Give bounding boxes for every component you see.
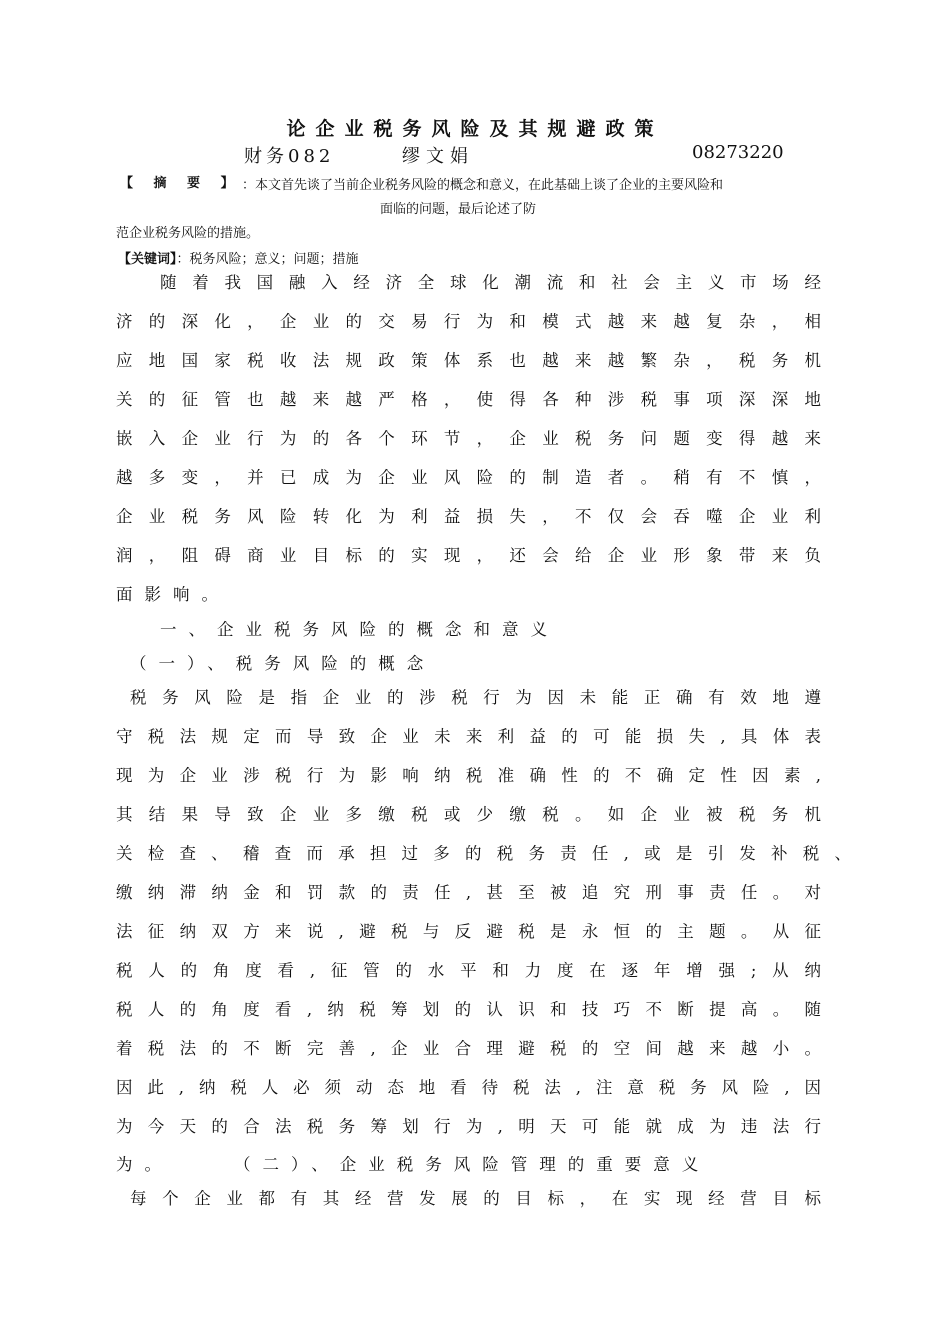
paragraph-line: 嵌入企业行为的各个环节，企业税务问题变得越来 bbox=[116, 429, 821, 448]
author-department: 财务082 bbox=[244, 146, 335, 167]
paragraph-line: 关的征管也越来越严格，使得各种涉税事项深深地 bbox=[116, 390, 821, 409]
subsection-heading: （一）、税务风险的概念 bbox=[130, 654, 436, 673]
keywords-label: 【关键词】 bbox=[118, 252, 177, 267]
author-name: 缪文娟 bbox=[402, 146, 474, 167]
paragraph-line: 随着我国融入经济全球化潮流和社会主义市场经 bbox=[160, 273, 821, 292]
paragraph-line: 守税法规定而导致企业未来利益的可能损失,具体表 bbox=[116, 727, 821, 746]
paragraph-line: 济的深化，企业的交易行为和模式越来越复杂，相 bbox=[116, 312, 821, 331]
abstract-line-1: ：本文首先谈了当前企业税务风险的概念和意义，在此基础上谈了企业的主要风险和 bbox=[242, 178, 724, 193]
paragraph-line: 其结果导致企业多缴税或少缴税。如企业被税务机 bbox=[116, 805, 821, 824]
paragraph-line: 润，阻碍商业目标的实现，还会给企业形象带来负 bbox=[116, 546, 821, 565]
paragraph-line: 现为企业涉税行为影响纳税准确性的不确定性因素, bbox=[116, 766, 821, 785]
paragraph-line: 税人的角度看,征管的水平和力度在逐年增强;从纳 bbox=[116, 961, 821, 980]
paragraph-line: 应地国家税收法规政策体系也越来越繁杂，税务机 bbox=[116, 351, 821, 370]
paragraph-line: 越多变，并已成为企业风险的制造者。稍有不慎， bbox=[116, 468, 821, 487]
author-line bbox=[0, 142, 950, 168]
abstract-line-3: 范企业税务风险的措施。 bbox=[116, 226, 260, 241]
keywords-line bbox=[118, 248, 359, 267]
document-title: 论企业税务风险及其规避政策 bbox=[286, 118, 664, 140]
author-student-id: 08273220 bbox=[692, 142, 784, 163]
paragraph-line: 为今天的合法税务筹划行为,明天可能就成为违法行 bbox=[116, 1117, 821, 1136]
abstract-label: 【 摘 要 】 bbox=[120, 176, 242, 191]
paragraph-line: 着税法的不断完善,企业合理避税的空间越来越小。 bbox=[116, 1039, 821, 1058]
subsection-heading: （二）、企业税务风险管理的重要意义 bbox=[234, 1155, 711, 1174]
paragraph-line: 税务风险是指企业的涉税行为因未能正确有效地遵 bbox=[130, 688, 821, 707]
abstract-line-2: 面临的问题，最后论述了防 bbox=[380, 202, 537, 217]
keywords-text: ：税务风险；意义；问题；措施 bbox=[176, 252, 359, 267]
paragraph-line: 关检查、稽查而承担过多的税务责任,或是引发补税、 bbox=[116, 844, 851, 863]
paragraph-line: 为。 bbox=[116, 1155, 173, 1174]
paragraph-line: 企业税务风险转化为利益损失，不仅会吞噬企业利 bbox=[116, 507, 821, 526]
section-heading: 一、企业税务风险的概念和意义 bbox=[160, 620, 559, 639]
paragraph-line: 法征纳双方来说,避税与反避税是永恒的主题。从征 bbox=[116, 922, 821, 941]
paragraph-line: 税人的角度看,纳税筹划的认识和技巧不断提高。随 bbox=[116, 1000, 821, 1019]
paragraph-line: 缴纳滞纳金和罚款的责任,甚至被追究刑事责任。对 bbox=[116, 883, 821, 902]
paragraph-line: 因此,纳税人必须动态地看待税法,注意税务风险,因 bbox=[116, 1078, 821, 1097]
paragraph-line: 面影响。 bbox=[116, 585, 230, 604]
paragraph-line: 每个企业都有其经营发展的目标，在实现经营目标 bbox=[130, 1189, 821, 1208]
